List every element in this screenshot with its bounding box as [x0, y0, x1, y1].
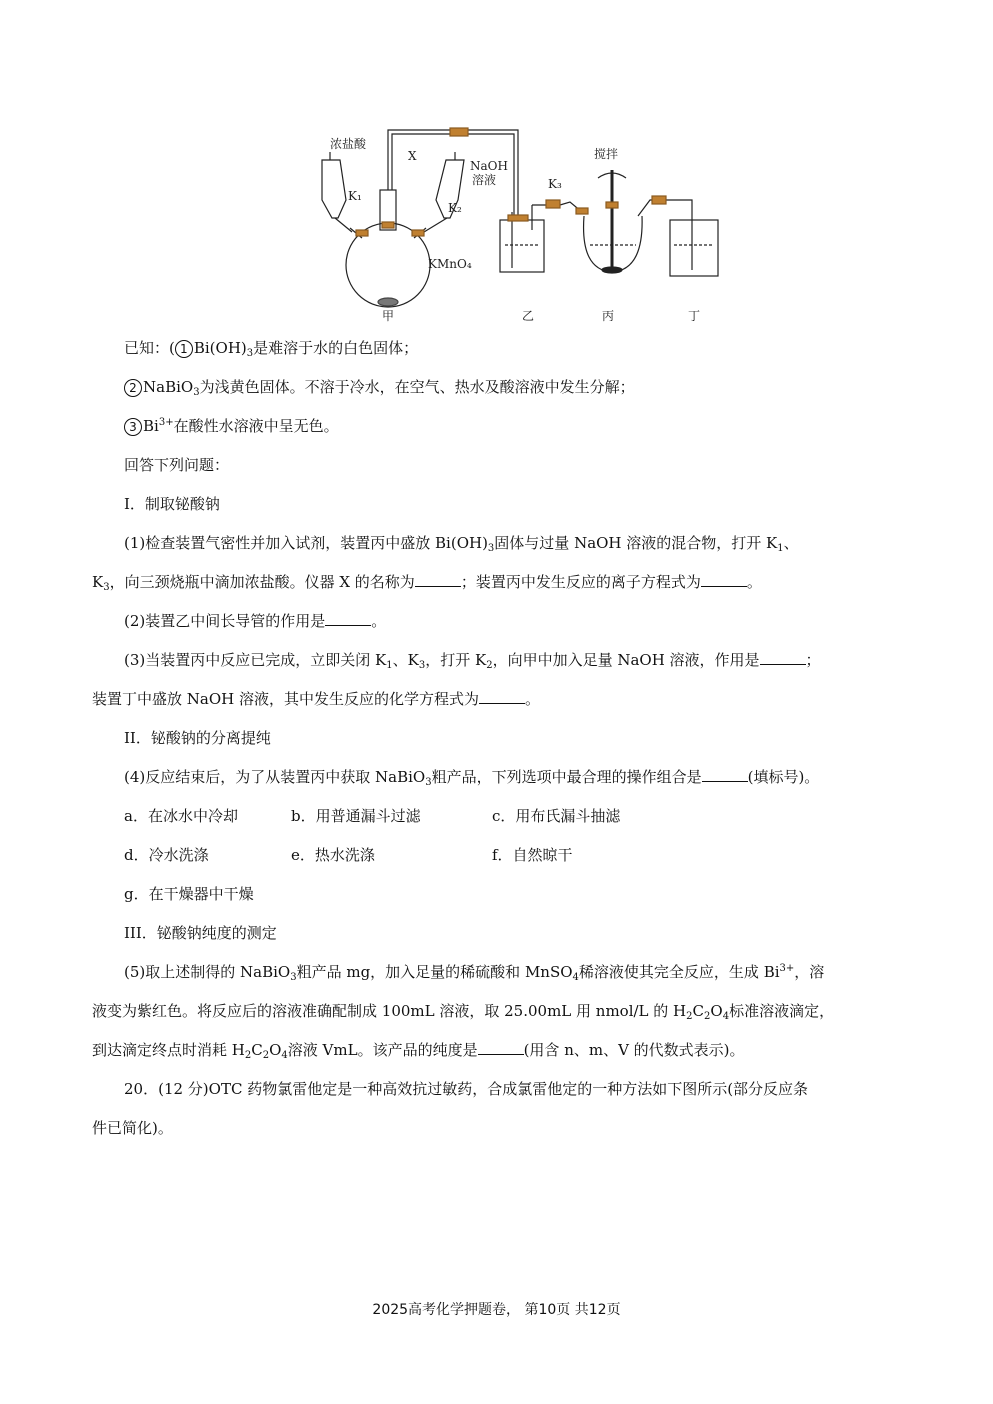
answer-blank[interactable] [325, 611, 371, 626]
option-g: g．在干燥器中干燥 [124, 885, 254, 903]
question-3-line-2: 装置丁中盛放 NaOH 溶液，其中发生反应的化学方程式为 。 [92, 690, 541, 708]
question-5-line-2: 液变为紫红色。将反应后的溶液准确配制成 100mL 溶液，取 25.00mL 用 nmol/L 的 $H_2C_2O_4$标准溶液滴定， [92, 1002, 835, 1022]
answer-blank[interactable] [479, 689, 525, 704]
answer-blank[interactable] [415, 572, 461, 587]
caption-jia: 甲 [382, 309, 395, 323]
caption-ding: 丁 [688, 309, 701, 323]
page-footer: 2025高考化学押题卷， 第10页 共12页 [372, 1302, 621, 1318]
label-k2: K₂ [448, 201, 462, 215]
answer-prompt: 回答下列问题： [124, 456, 230, 474]
answer-blank[interactable] [701, 572, 747, 587]
question-2: (2)装置乙中间长导管的作用是 。 [124, 612, 387, 630]
section-2-title: II．铋酸钠的分离提纯 [124, 729, 271, 747]
option-b: b．用普通漏斗过滤 [291, 807, 421, 825]
caption-bing: 丙 [602, 309, 615, 323]
option-e: e．热水洗涤 [291, 846, 375, 864]
label-kmno4: KMnO₄ [428, 257, 472, 271]
question-3-line-1: (3)当装置丙中反应已完成，立即关闭 $K_1$、$K_3$，打开 $K_2$，向甲中加入足量 NaOH 溶液，作用是 ； [124, 651, 821, 671]
option-c: c．用布氏漏斗抽滤 [492, 807, 621, 825]
question-1-line-1: (1)检查装置气密性并加入试剂，装置丙中盛放 $Bi(OH)_3$固体与过量 NaOH 溶液的混合物，打开 $K_1$、 [124, 534, 799, 554]
question-1-line-2: $K_3$，向三颈烧瓶中滴加浓盐酸。仪器 X 的名称为 ；装置丙中发生反应的离子方程式为 。 [92, 573, 762, 593]
known-item-3: 3 $Bi^{3+}$在酸性水溶液中呈无色。 [124, 416, 339, 436]
question-4: (4)反应结束后，为了从装置丙中获取 NaBiO$_3$粗产品，下列选项中最合理的操作组合是 (填标号)。 [124, 768, 820, 788]
label-conc-hcl: 浓盐酸 [330, 137, 367, 151]
label-stir: 搅拌 [594, 147, 619, 161]
label-k1: K₁ [348, 189, 362, 203]
option-f: f．自然晾干 [492, 846, 573, 864]
bottle-yi [500, 220, 544, 272]
beaker-ding [670, 220, 718, 276]
answer-blank[interactable] [760, 650, 806, 665]
circled-number: 3 [124, 418, 142, 436]
option-d: d．冷水洗涤 [124, 846, 209, 864]
caption-yi: 乙 [522, 309, 535, 323]
question-20-line-2: 件已简化)。 [92, 1119, 173, 1137]
answer-blank[interactable] [702, 767, 748, 782]
label-naoh-1: NaOH [470, 159, 508, 173]
section-3-title: III．铋酸钠纯度的测定 [124, 924, 277, 942]
question-5-line-1: (5)取上述制得的 NaBiO$_3$粗产品 mg，加入足量的稀硫酸和 MnSO$_4$稀溶液使其完全反应，生成 $Bi^{3+}$，溶 [124, 963, 825, 983]
label-k3: K₃ [548, 177, 562, 191]
answer-blank[interactable] [478, 1040, 524, 1055]
circled-number: 2 [124, 379, 142, 397]
funnel-hcl [322, 160, 346, 218]
label-x: X [408, 149, 417, 163]
circled-number: 1 [175, 340, 193, 358]
option-a: a．在冰水中冷却 [124, 807, 238, 825]
known-item-1: 已知：( 1 $Bi(OH)_3$是难溶于水的白色固体； [124, 339, 419, 359]
label-naoh-2: 溶液 [472, 173, 497, 187]
question-20-line-1: 20．(12 分)OTC 药物氯雷他定是一种高效抗过敏药，合成氯雷他定的一种方法如下图所示(部分反应条 [124, 1080, 809, 1098]
known-item-2: 2 NaBiO$_3$为浅黄色固体。不溶于冷水，在空气、热水及酸溶液中发生分解； [124, 377, 635, 397]
section-1-title: I．制取铋酸钠 [124, 495, 220, 513]
apparatus-diagram [300, 120, 720, 325]
question-5-line-3: 到达滴定终点时消耗 $H_2C_2O_4$溶液 VmL。该产品的纯度是 (用含 n、m、V 的代数式表示)。 [92, 1041, 745, 1061]
